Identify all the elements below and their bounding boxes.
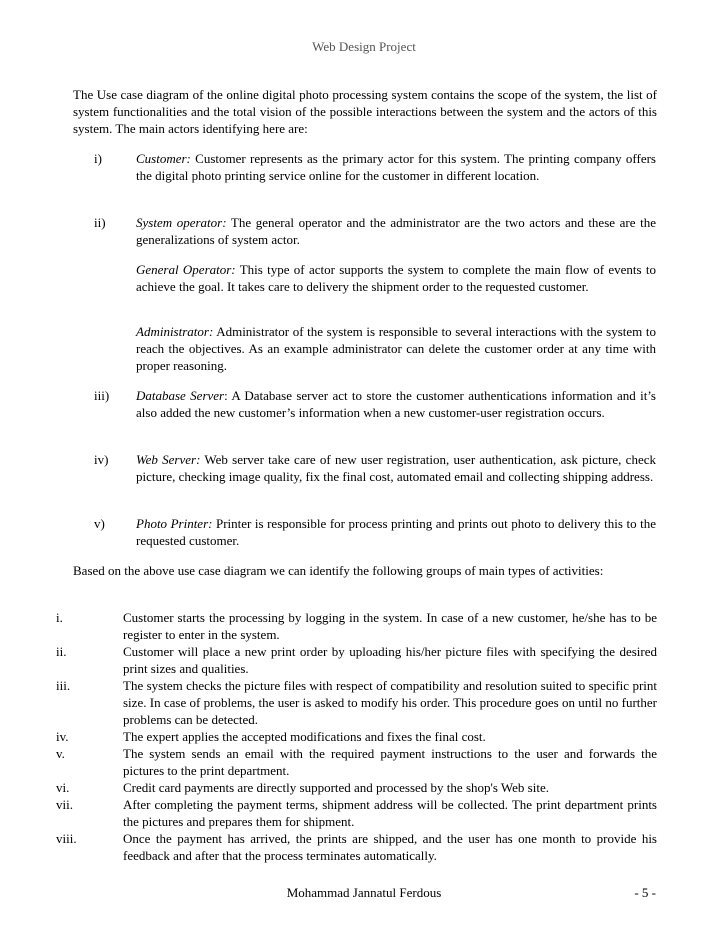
activity-number: v.	[56, 746, 65, 761]
actor-description: Web server take care of new user registration, user authentication, ask picture, check picture, checking image quality, fix the final cost, automated email and collecting shipping address.	[136, 452, 656, 484]
activity-number: vi.	[56, 780, 70, 795]
actor-item-database-server	[136, 387, 656, 421]
actor-term: General Operator:	[136, 262, 236, 277]
actor-item-customer	[136, 150, 656, 184]
activity-number: iv.	[56, 729, 69, 744]
activity-number: ii.	[56, 644, 67, 659]
actor-number: iv)	[94, 452, 109, 467]
actor-description: This type of actor supports the system to complete the main flow of events to achieve the goal. It takes care to delivery the shipment order to the requested customer.	[136, 262, 656, 294]
activity-item: Once the payment has arrived, the prints are shipped, and the user has one month to provide his feedback and after that the process terminates automatically.	[123, 831, 657, 863]
actor-term: System operator:	[136, 215, 227, 230]
actor-term: Database Server	[136, 388, 225, 403]
actor-item-photo-printer	[136, 515, 656, 549]
actor-term: Photo Printer:	[136, 516, 213, 531]
activity-number: i.	[56, 610, 63, 625]
actor-term: Web Server:	[136, 452, 201, 467]
activity-number: viii.	[56, 831, 77, 846]
activity-item: Customer starts the processing by logging in the system. In case of a new customer, he/she has to be register to enter in the system.	[123, 610, 657, 642]
actor-description: The general operator and the administrator are the two actors and these are the generalizations of system actor.	[136, 215, 656, 247]
page-number: - 5 -	[634, 885, 656, 900]
actor-description: Printer is responsible for process printing and prints out photo to delivery this to the requested customer.	[136, 516, 656, 548]
actor-term: Customer:	[136, 151, 191, 166]
actor-item-web-server	[136, 451, 656, 485]
actor-description: Customer represents as the primary actor for this system. The printing company offers the digital photo printing service online for the customer in different location.	[136, 151, 656, 183]
activity-number: vii.	[56, 797, 73, 812]
actor-item-system-operator	[136, 214, 656, 248]
actor-term: Administrator:	[136, 324, 214, 339]
activity-item: Customer will place a new print order by uploading his/her picture files with specifying the desired print sizes and qualities.	[123, 644, 657, 676]
activities-intro-paragraph: Based on the above use case diagram we can identify the following groups of main types of activities:	[73, 563, 604, 578]
activity-item: The system sends an email with the required payment instructions to the user and forwards the pictures to the print department.	[123, 746, 657, 778]
activity-item: The system checks the picture files with respect of compatibility and resolution suited to specific print size. In case of problems, the user is asked to modify his order. This procedure goes on until no further problems can be detected.	[123, 678, 657, 727]
activity-item: The expert applies the accepted modifications and fixes the final cost.	[123, 729, 486, 744]
actor-number: v)	[94, 516, 105, 531]
actor-item-general-operator	[136, 261, 656, 295]
activity-number: iii.	[56, 678, 71, 693]
actor-description: : A Database server act to store the customer authentications information and it’s also added the new customer’s information when a new customer-user registration occurs.	[136, 388, 656, 420]
actor-number: ii)	[94, 215, 106, 230]
intro-paragraph: The Use case diagram of the online digital photo processing system contains the scope of the system, the list of system functionalities and the total vision of the possible interactions between the system and the actors of this system. The main actors identifying here are:	[73, 87, 657, 136]
activity-item: Credit card payments are directly supported and processed by the shop's Web site.	[123, 780, 549, 795]
footer-author: Mohammad Jannatul Ferdous	[286, 885, 442, 900]
page-header: Web Design Project	[312, 39, 416, 54]
actor-number: i)	[94, 151, 102, 166]
actor-number: iii)	[94, 388, 110, 403]
actor-item-administrator	[136, 323, 656, 374]
actor-description: Administrator of the system is responsible to several interactions with the system to reach the objectives. As an example administrator can delete the customer order at any time with proper reasoning.	[136, 324, 656, 373]
activity-item: After completing the payment terms, shipment address will be collected. The print department prints the pictures and prepares them for shipment.	[123, 797, 657, 829]
